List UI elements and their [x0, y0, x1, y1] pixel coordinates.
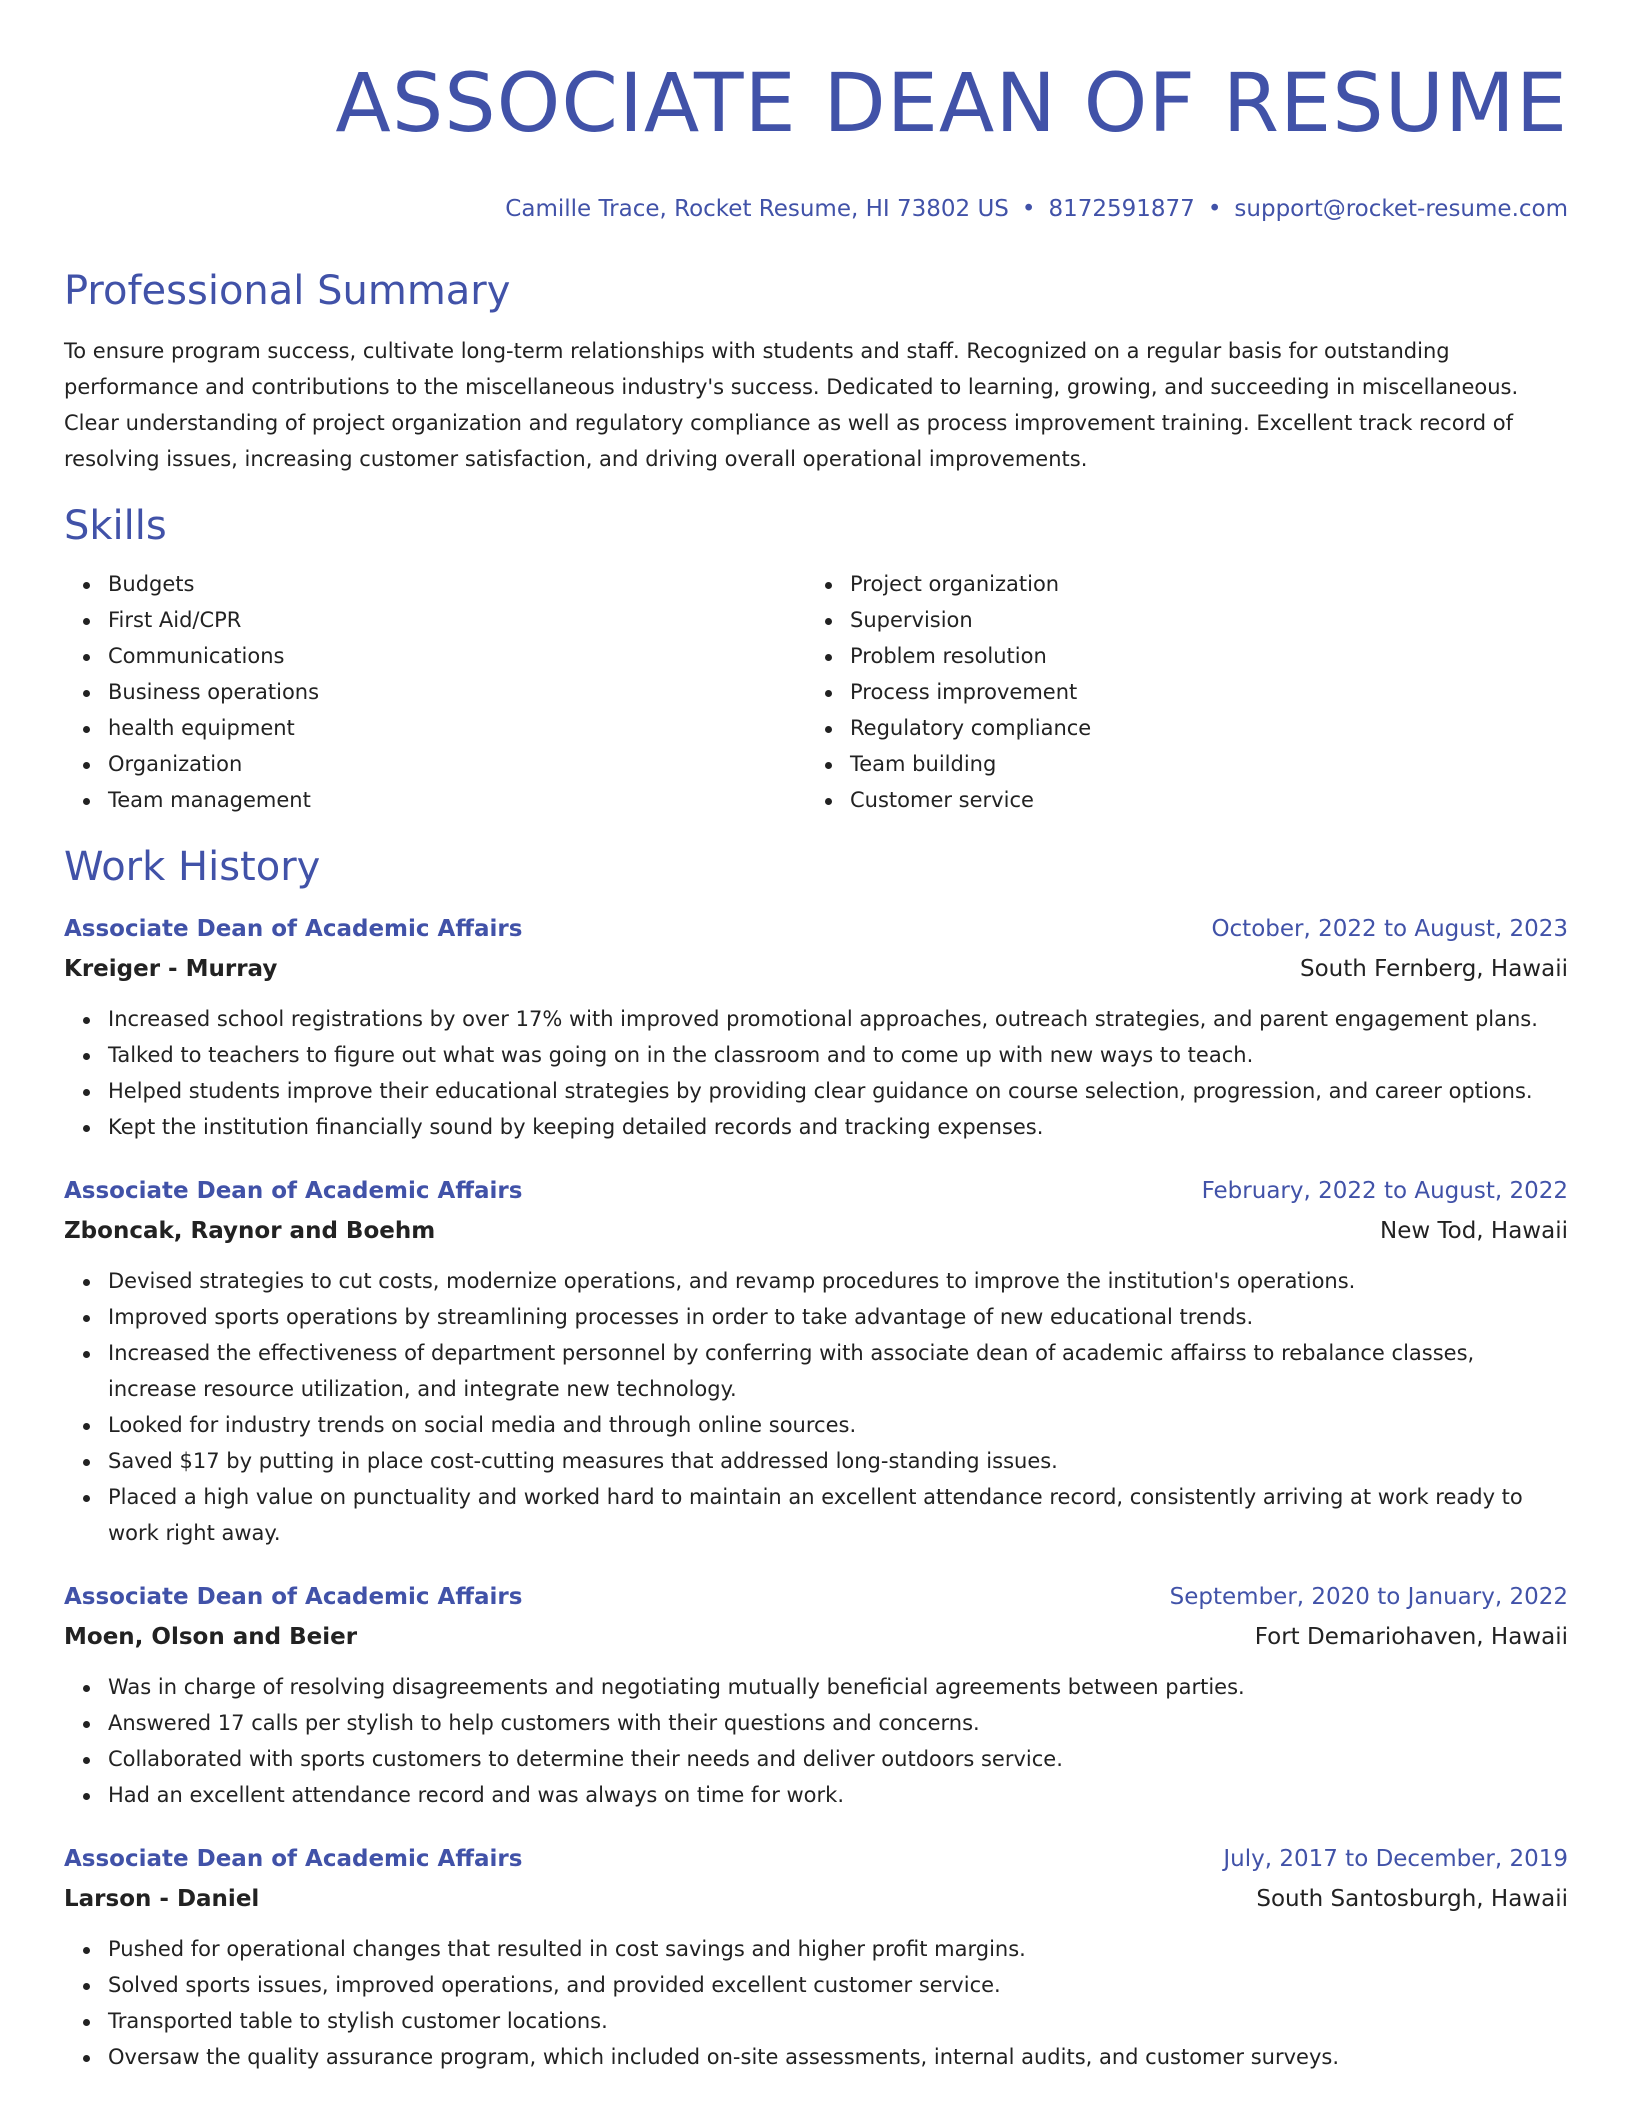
- job-bullets: [64, 1931, 1568, 2075]
- summary-text: To ensure program success, cultivate long-term relationships with students and staff. Recognized on a regular basis for outstanding performance and contributions to the miscellaneous industry's success. Dedicated to learning, growing, and succeeding in miscellaneous. Clear understanding of project organization and regulatory compliance as well as process improvement training. Excellent track record of resolving issues, increasing customer satisfaction, and driving overall operational improvements.: [64, 339, 1519, 471]
- job-company: Kreiger - Murray: [64, 956, 278, 982]
- job-bullet: Kept the institution financially sound by keeping detailed records and tracking expenses.: [108, 1109, 1568, 1145]
- job-bullet: Oversaw the quality assurance program, which included on-site assessments, internal audits, and customer surveys.: [108, 2039, 1568, 2075]
- job-title: Associate Dean of Academic Affairs: [64, 916, 523, 942]
- skill-item: First Aid/CPR: [108, 602, 806, 638]
- job-bullet: Talked to teachers to figure out what was going on in the classroom and to come up with new ways to teach.: [108, 1037, 1568, 1073]
- job-bullet: Solved sports issues, improved operations, and provided excellent customer service.: [108, 1967, 1568, 2003]
- job-bullet: Helped students improve their educational strategies by providing clear guidance on course selection, progression, and career options.: [108, 1073, 1568, 1109]
- job-location: South Santosburgh, Hawaii: [1256, 1886, 1568, 1912]
- job-title: Associate Dean of Academic Affairs: [64, 1584, 523, 1610]
- job-bullet: Transported table to stylish customer locations.: [108, 2003, 1568, 2039]
- skills-heading: Skills: [64, 503, 167, 549]
- skills-column-right: [806, 566, 1548, 818]
- job-entry: [64, 1841, 1568, 2075]
- skill-item: Problem resolution: [850, 638, 1548, 674]
- resume-page: [64, 0, 1568, 2075]
- contact-line: [64, 194, 1568, 224]
- job-bullet: Pushed for operational changes that resulted in cost savings and higher profit margins.: [108, 1931, 1568, 1967]
- skills-column-left: [64, 566, 806, 818]
- skill-item: Customer service: [850, 782, 1548, 818]
- job-company: Moen, Olson and Beier: [64, 1624, 358, 1650]
- job-bullets: [64, 1263, 1568, 1551]
- job-bullet: Increased the effectiveness of department personnel by conferring with associate dean of academic affairss to rebalance classes, increase resource utilization, and integrate new technology.: [108, 1335, 1568, 1407]
- job-subheader: [64, 1213, 1568, 1249]
- skill-item: Regulatory compliance: [850, 710, 1548, 746]
- skill-item: Team management: [108, 782, 806, 818]
- summary-heading: Professional Summary: [64, 268, 511, 314]
- job-header: [64, 1841, 1568, 1877]
- job-bullets: [64, 1669, 1568, 1813]
- job-bullet: Collaborated with sports customers to determine their needs and deliver outdoors service.: [108, 1741, 1568, 1777]
- contact-separator: •: [1021, 196, 1036, 222]
- job-entry: [64, 1579, 1568, 1813]
- job-dates: October, 2022 to August, 2023: [1211, 916, 1568, 942]
- job-bullet: Was in charge of resolving disagreements and negotiating mutually beneficial agreements between parties.: [108, 1669, 1568, 1705]
- job-subheader: [64, 1881, 1568, 1917]
- skill-item: health equipment: [108, 710, 806, 746]
- contact-address: Camille Trace, Rocket Resume, HI 73802 US: [505, 196, 1009, 222]
- skill-item: Project organization: [850, 566, 1548, 602]
- job-header: [64, 911, 1568, 947]
- job-entry: [64, 911, 1568, 1145]
- job-bullet: Devised strategies to cut costs, modernize operations, and revamp procedures to improve the institution's operations.: [108, 1263, 1568, 1299]
- job-location: Fort Demariohaven, Hawaii: [1254, 1624, 1568, 1650]
- job-bullet: Had an excellent attendance record and was always on time for work.: [108, 1777, 1568, 1813]
- skill-item: Communications: [108, 638, 806, 674]
- skill-item: Business operations: [108, 674, 806, 710]
- job-entry: [64, 1173, 1568, 1551]
- job-subheader: [64, 1619, 1568, 1655]
- contact-phone: 8172591877: [1048, 196, 1195, 222]
- job-dates: July, 2017 to December, 2019: [1223, 1846, 1568, 1872]
- job-bullet: Looked for industry trends on social media and through online sources.: [108, 1407, 1568, 1443]
- skill-item: Organization: [108, 746, 806, 782]
- job-dates: September, 2020 to January, 2022: [1169, 1584, 1568, 1610]
- job-bullet: Increased school registrations by over 17% with improved promotional approaches, outreach strategies, and parent engagement plans.: [108, 1001, 1568, 1037]
- skills-list: [64, 566, 1568, 818]
- contact-email[interactable]: support@rocket-resume.com: [1234, 196, 1568, 222]
- job-bullets: [64, 1001, 1568, 1145]
- job-header: [64, 1579, 1568, 1615]
- job-bullet: Improved sports operations by streamlining processes in order to take advantage of new educational trends.: [108, 1299, 1568, 1335]
- job-location: New Tod, Hawaii: [1380, 1218, 1568, 1244]
- skill-item: Process improvement: [850, 674, 1548, 710]
- job-dates: February, 2022 to August, 2022: [1201, 1178, 1568, 1204]
- job-company: Zboncak, Raynor and Boehm: [64, 1218, 436, 1244]
- skill-item: Team building: [850, 746, 1548, 782]
- skill-item: Budgets: [108, 566, 806, 602]
- skill-item: Supervision: [850, 602, 1548, 638]
- resume-name: ASSOCIATE DEAN OF RESUME: [335, 57, 1568, 151]
- job-location: South Fernberg, Hawaii: [1299, 956, 1568, 982]
- job-bullet: Answered 17 calls per stylish to help customers with their questions and concerns.: [108, 1705, 1568, 1741]
- job-header: [64, 1173, 1568, 1209]
- job-bullet: Saved $17 by putting in place cost-cutting measures that addressed long-standing issues.: [108, 1443, 1568, 1479]
- job-title: Associate Dean of Academic Affairs: [64, 1178, 523, 1204]
- job-company: Larson - Daniel: [64, 1886, 260, 1912]
- job-subheader: [64, 951, 1568, 987]
- contact-separator: •: [1207, 196, 1222, 222]
- job-title: Associate Dean of Academic Affairs: [64, 1846, 523, 1872]
- work-history-heading: Work History: [64, 844, 321, 890]
- job-bullet: Placed a high value on punctuality and worked hard to maintain an excellent attendance record, consistently arriving at work ready to work right away.: [108, 1479, 1568, 1551]
